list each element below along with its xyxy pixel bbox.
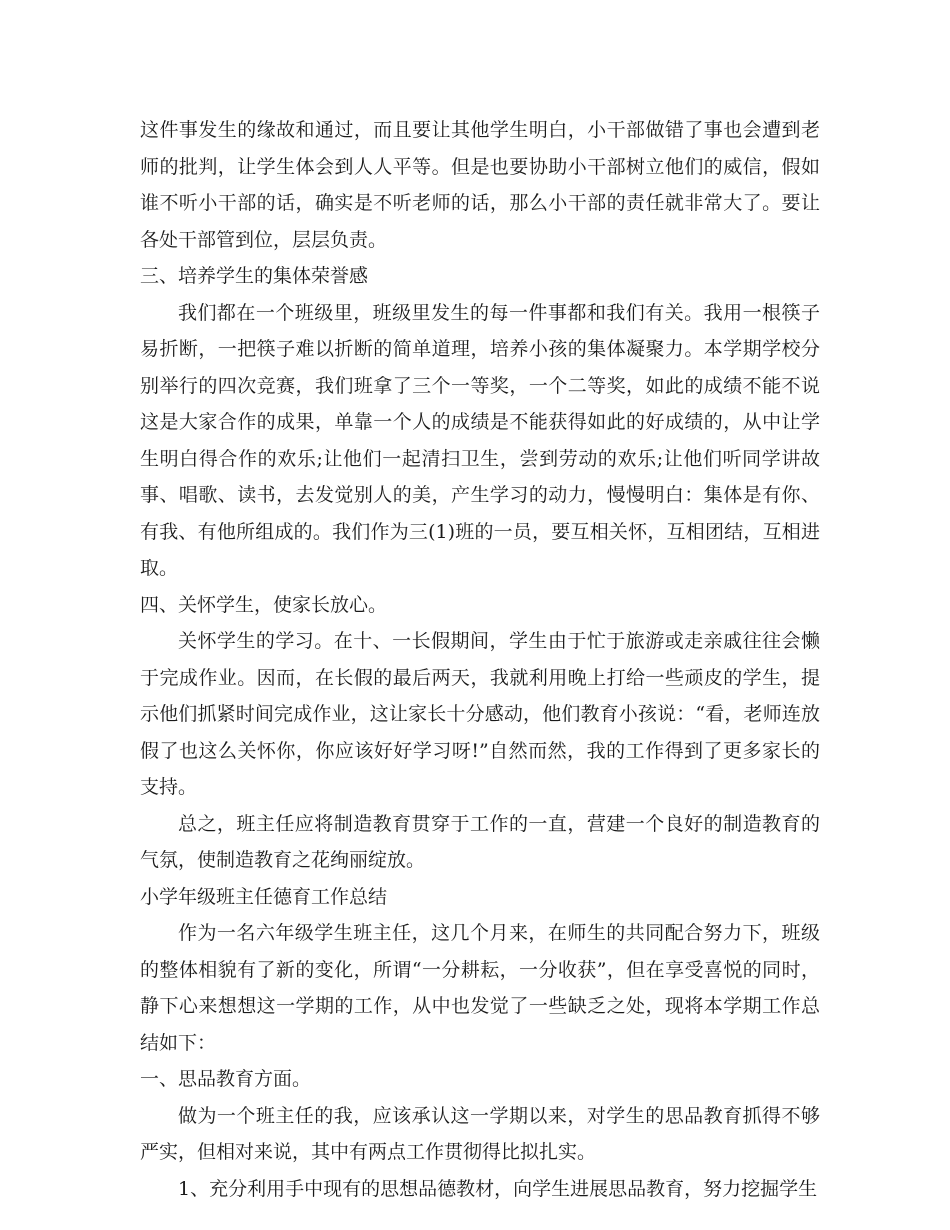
paragraph-collective-honor: 我们都在一个班级里，班级里发生的每一件事都和我们有关。我用一根筷子易折断，一把筷子难以折断的简单道理，培养小孩的集体凝聚力。本学期学校分别举行的四次竞赛，我们班拿了三个一等奖，一个二等奖，如此的成绩不能不说这是大家合作的成果，单靠一个人的成绩是不能获得如此的好成绩的，从中让学生明白得合作的欢乐;让他们一起清扫卫生，尝到劳动的欢乐;让他们听同学讲故事、唱歌、读书，去发觉别人的美，产生学习的动力，慢慢明白：集体是有你、有我、有他所组成的。我们作为三(1)班的一员，要互相关怀，互相团结，互相进取。 xyxy=(140,301,820,579)
document-body xyxy=(140,112,820,1207)
article-title: 小学年级班主任德育工作总结 xyxy=(140,885,388,908)
paragraph-moral-education: 做为一个班主任的我，应该承认这一学期以来，对学生的思品教育抓得不够严实，但相对来说，其中有两点工作贯彻得比拟扎实。 xyxy=(140,1104,820,1163)
paragraph-item-1: 1、充分利用手中现有的思想品德教材，向学生进展思品教育，努力挖掘学生 xyxy=(178,1177,818,1200)
section-heading-care-students: 四、关怀学生，使家长放心。 xyxy=(140,593,388,616)
paragraph-care-students: 关怀学生的学习。在十、一长假期间，学生由于忙于旅游或走亲戚往往会懒于完成作业。因而，在长假的最后两天，我就利用晚上打给一些顽皮的学生，提示他们抓紧时间完成作业，这让家长十分感动，他们教育小孩说：“看，老师连放假了也这么关怀你，你应该好好学习呀!”自然而然，我的工作得到了更多家长的支持。 xyxy=(140,630,820,798)
section-heading-collective-honor: 三、培养学生的集体荣誉感 xyxy=(140,265,369,287)
paragraph-summary: 总之，班主任应将制造教育贯穿于工作的一直，营建一个良好的制造教育的气氛，使制造教育之花绚丽绽放。 xyxy=(140,812,820,871)
section-heading-moral-education: 一、思品教育方面。 xyxy=(140,1068,312,1090)
paragraph-intro: 作为一名六年级学生班主任，这几个月来，在师生的共同配合努力下，班级的整体相貌有了新的变化，所谓“一分耕耘，一分收获”，但在享受喜悦的同时，静下心来想想这一学期的工作，从中也发觉了一些缺乏之处，现将本学期工作总结如下： xyxy=(140,922,820,1054)
paragraph-continuation: 这件事发生的缘故和通过，而且要让其他学生明白，小干部做错了事也会遭到老师的批判，让学生体会到人人平等。但是也要协助小干部树立他们的威信，假如谁不听小干部的话，确实是不听老师的话，那么小干部的责任就非常大了。要让各处干部管到位，层层负责。 xyxy=(140,119,820,251)
